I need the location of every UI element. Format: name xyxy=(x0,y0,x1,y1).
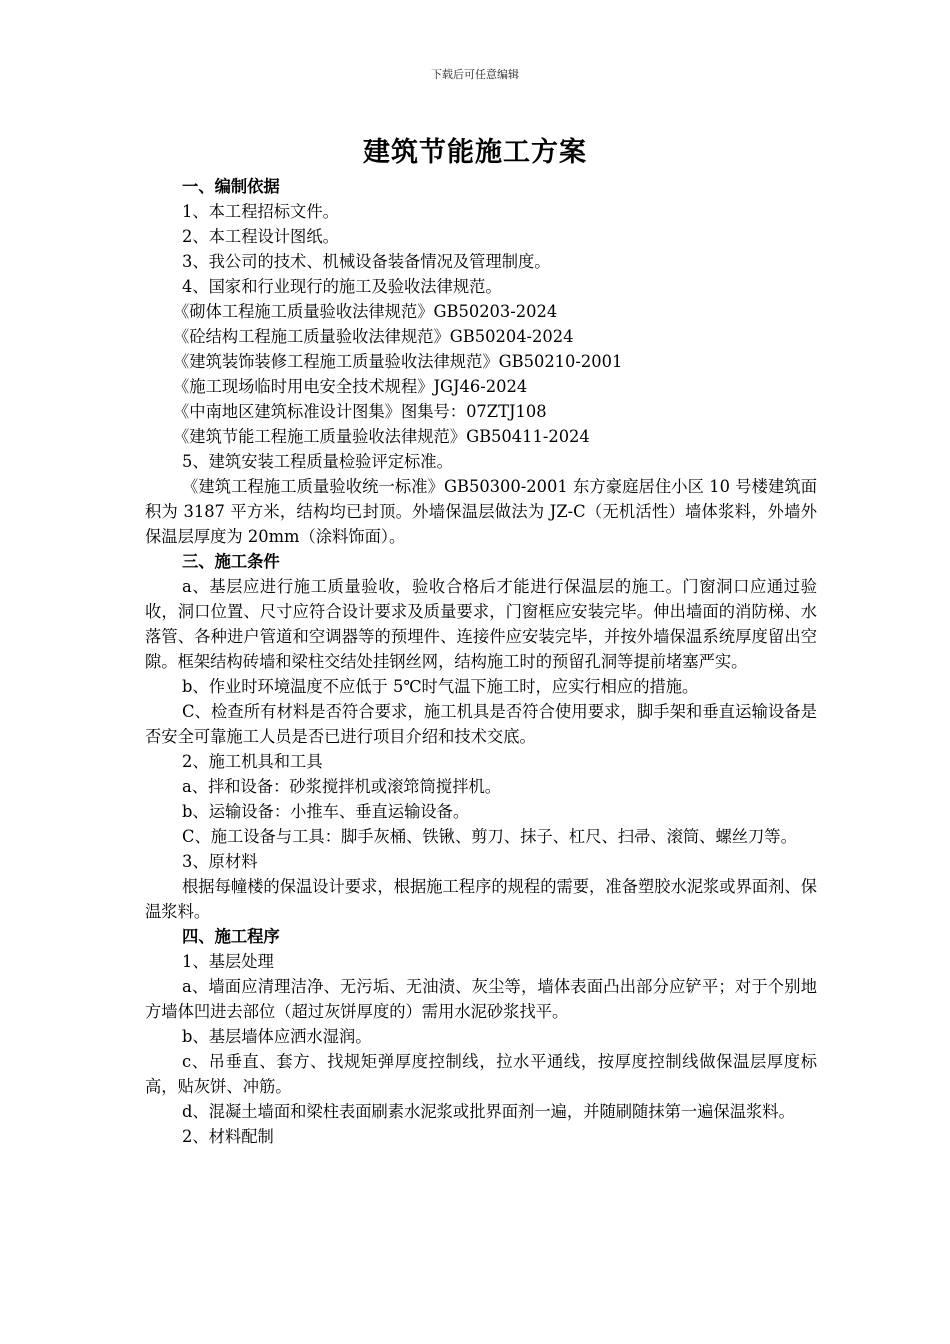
standard-item: 《建筑节能工程施工质量验收法律规范》GB50411-2024 xyxy=(173,427,590,446)
standard-item: 《施工现场临时用电安全技术规程》JGJ46-2024 xyxy=(173,377,528,396)
tools-item-c: C、施工设备与工具：脚手灰桶、铁锹、剪刀、抹子、杠尺、扫帚、滚筒、螺丝刀等。 xyxy=(182,827,797,846)
conditions-paragraph-c: C、检查所有材料是否符合要求，施工机具是否符合使用要求，脚手架和垂直运输设备是否安全可靠施工人员是否已进行项目介绍和技术交底。 xyxy=(145,702,817,746)
standard-item: 《中南地区建筑标准设计图集》图集号：07ZTJ108 xyxy=(173,402,547,421)
basis-item-1: 1、本工程招标文件。 xyxy=(182,202,339,221)
procedure-sub-heading-2: 2、材料配制 xyxy=(182,1127,274,1146)
document-body xyxy=(145,174,817,1149)
standard-item: 《建筑装饰装修工程施工质量验收法律规范》GB50210-2001 xyxy=(173,352,623,371)
procedure-paragraph-b: b、基层墙体应洒水湿润。 xyxy=(182,1027,372,1046)
basis-item-2: 2、本工程设计图纸。 xyxy=(182,227,339,246)
section-heading-conditions: 三、施工条件 xyxy=(182,552,280,571)
basis-item-5: 5、建筑安装工程质量检验评定标准。 xyxy=(182,452,453,471)
procedure-paragraph-a: a、墙面应清理洁净、无污垢、无油渍、灰尘等，墙体表面凸出部分应铲平；对于个别地方墙体凹进去部位（超过灰饼厚度的）需用水泥砂浆找平。 xyxy=(145,977,817,1021)
materials-heading: 3、原材料 xyxy=(182,852,258,871)
project-overview-paragraph: 《建筑工程施工质量验收统一标准》GB50300-2001 东方豪庭居住小区 10 号楼建筑面积为 3187 平方米，结构均已封顶。外墙保温层做法为 JZ-C（无机活性）墙体浆料，外墙外保温层厚度为 20mm（涂料饰面）。 xyxy=(145,477,817,546)
tools-item-b: b、运输设备：小推车、垂直运输设备。 xyxy=(182,802,470,821)
standard-item: 《砼结构工程施工质量验收法律规范》GB50204-2024 xyxy=(173,327,574,346)
page-header-note: 下载后可任意编辑 xyxy=(431,68,519,81)
section-heading-procedure: 四、施工程序 xyxy=(182,927,280,946)
standard-item: 《砌体工程施工质量验收法律规范》GB50203-2024 xyxy=(173,302,558,321)
conditions-paragraph-a: a、基层应进行施工质量验收，验收合格后才能进行保温层的施工。门窗洞口应通过验收，洞口位置、尺寸应符合设计要求及质量要求，门窗框应安装完毕。伸出墙面的消防梯、水落管、各种进户管道和空调器等的预埋件、连接件应安装完毕，并按外墙保温系统厚度留出空隙。框架结构砖墙和梁柱交结处挂钢丝网，结构施工时的预留孔洞等提前堵塞严实。 xyxy=(145,577,817,671)
conditions-paragraph-b: b、作业时环境温度不应低于 5℃时气温下施工时，应实行相应的措施。 xyxy=(182,677,699,696)
tools-heading: 2、施工机具和工具 xyxy=(182,752,323,771)
procedure-sub-heading-1: 1、基层处理 xyxy=(182,952,274,971)
document-title: 建筑节能施工方案 xyxy=(363,137,587,168)
materials-paragraph: 根据每幢楼的保温设计要求，根据施工程序的规程的需要，准备塑胶水泥浆或界面剂、保温浆料。 xyxy=(145,877,817,921)
section-heading-basis: 一、编制依据 xyxy=(182,177,280,196)
basis-item-3: 3、我公司的技术、机械设备装备情况及管理制度。 xyxy=(182,252,551,271)
procedure-paragraph-d: d、混凝土墙面和梁柱表面刷素水泥浆或批界面剂一遍，并随刷随抹第一遍保温浆料。 xyxy=(182,1102,795,1121)
procedure-paragraph-c: c、吊垂直、套方、找规矩弹厚度控制线，拉水平通线，按厚度控制线做保温层厚度标高，贴灰饼、冲筋。 xyxy=(145,1052,817,1096)
tools-item-a: a、拌和设备：砂浆搅拌机或滚筇筒搅拌机。 xyxy=(182,777,502,796)
basis-item-4: 4、国家和行业现行的施工及验收法律规范。 xyxy=(182,277,502,296)
